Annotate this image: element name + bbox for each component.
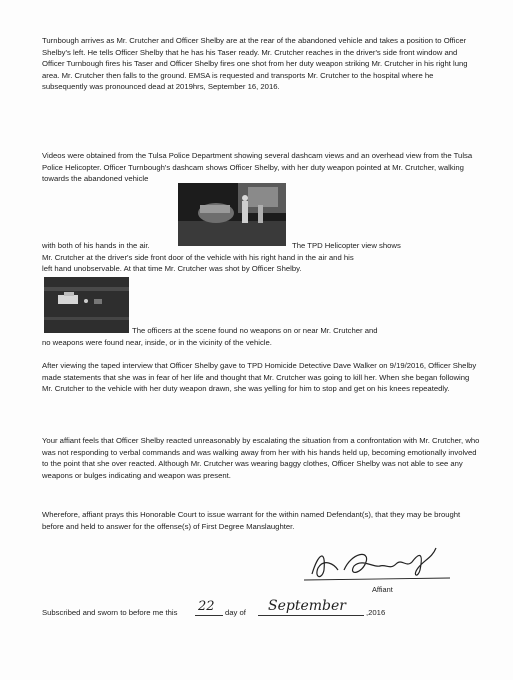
sworn-day-of: day of [225, 608, 246, 617]
paragraph-affiant-opinion: Your affiant feels that Officer Shelby reacted unreasonably by escalating the situation from a confrontation with Mr. Crutcher, who was not responding to verbal commands and was walking away from her with his hands held up, becoming emotionally involved to the point that she over reacted. Although Mr. Crutcher was wearing baggy clothes, Officer Shelby was not able to see any weapons or bulges indicating and weapon was present. [42, 436, 480, 480]
affiant-label: Affiant [372, 585, 393, 594]
dashcam-still-image [178, 183, 286, 246]
text-no-weapons-found: The officers at the scene found no weapons on or near Mr. Crutcher and [132, 326, 378, 335]
month-underline [258, 615, 364, 616]
paragraph-shooting-account: Turnbough arrives as Mr. Crutcher and Officer Shelby are at the rear of the abandoned vehicle and takes a position to Officer Shelby's left. He tells Officer Shelby that he has his Taser ready. Mr. Crutcher reaches in the driver's side front window and Officer Turnbough fires his Taser and Officer Shelby fires one shot from her duty weapon striking Mr. Crutcher in his right lung area. Mr. Crutcher then falls to the ground. EMSA is requested and transports Mr. Crutcher to the hospital where he subsequently was pronounced dead at 2019hrs, September 16, 2016. [42, 36, 468, 91]
sworn-prefix: Subscribed and sworn to before me this [42, 608, 178, 617]
sworn-year: ,2016 [366, 608, 386, 617]
sworn-month-handwritten: September [268, 598, 346, 614]
paragraph-interview: After viewing the taped interview that Officer Shelby gave to TPD Homicide Detective Dave Walker on 9/19/2016, Officer Shelby made statements that she was in fear of her life and thought that Mr. Crutcher was going to kill her. When she began following Mr. Crutcher to the vehicle with her duty weapon drawn, she was yelling for him to stop and get on his knees repeatedly. [42, 361, 477, 393]
affiant-signature [300, 540, 460, 590]
day-underline [195, 615, 223, 616]
paragraph-videos: Videos were obtained from the Tulsa Police Department showing several dashcam views and an overhead view from the Tulsa Police Helicopter. Officer Turnbough's dashcam shows Officer Shelby, with her duty weapon pointed at Mr. Crutcher, walking towards the abandoned vehicle [42, 151, 473, 183]
text-shot-by-officer: left hand unobservable. At that time Mr. Crutcher was shot by Officer Shelby. [42, 264, 302, 273]
text-driver-side-door: Mr. Crutcher at the driver's side front door of the vehicle with his right hand in the air and his [42, 252, 354, 262]
sworn-day-handwritten: 22 [198, 599, 215, 614]
text-helicopter-view: The TPD Helicopter view shows [292, 241, 401, 250]
text-no-weapons-vehicle: no weapons were found near, inside, or in the vicinity of the vehicle. [42, 337, 272, 347]
paragraph-prayer: Wherefore, affiant prays this Honorable Court to issue warrant for the within named Defendant(s), that they may be brought before and held to answer for the offense(s) of First Degree Manslaughter. [42, 510, 461, 531]
helicopter-still-image [44, 277, 129, 333]
text-hands-in-air: with both of his hands in the air. [42, 241, 150, 250]
